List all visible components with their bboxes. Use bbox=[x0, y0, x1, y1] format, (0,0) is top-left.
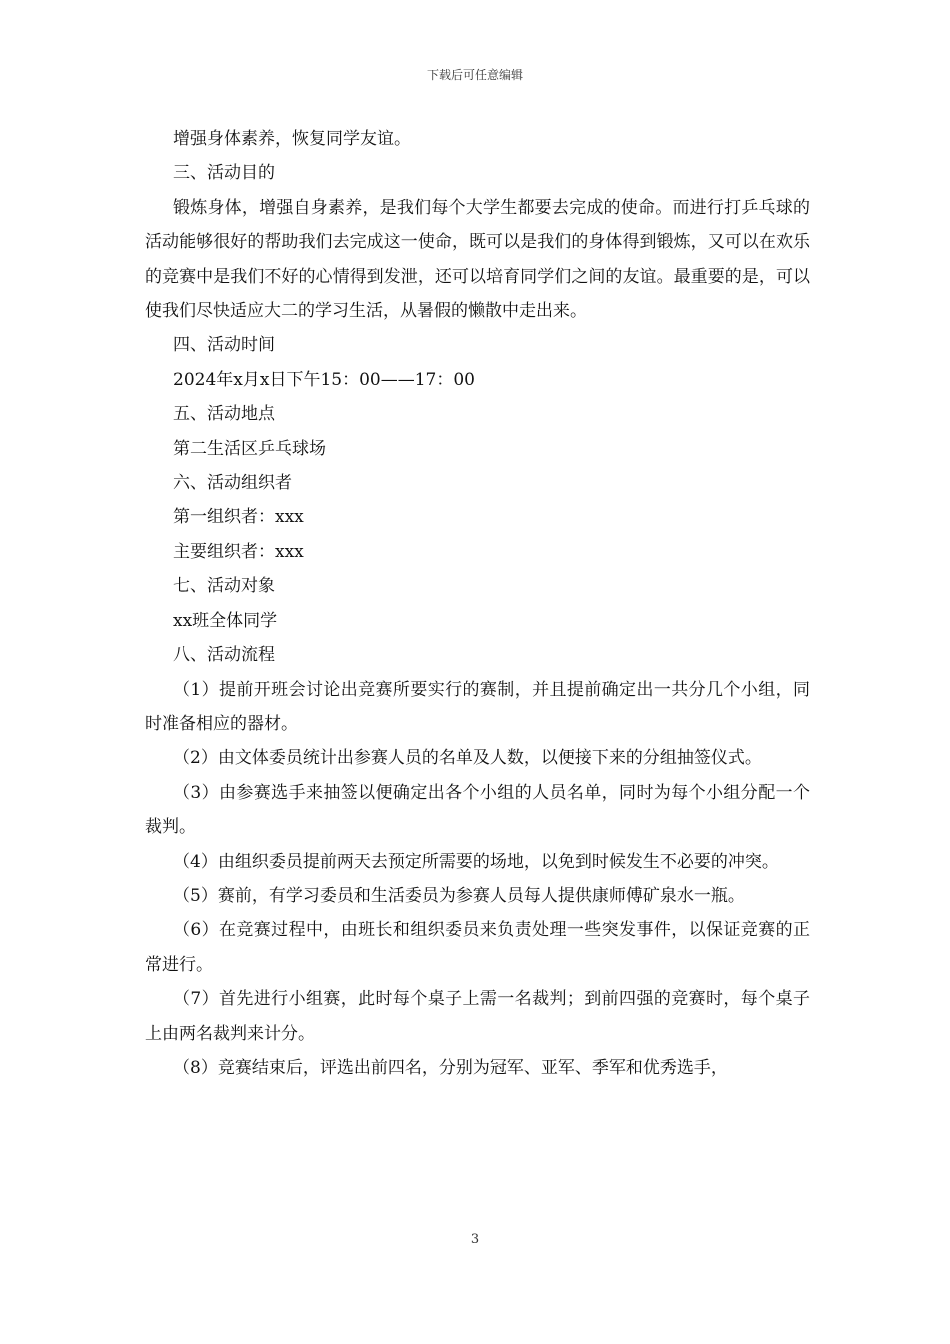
section-heading: 三、活动目的 bbox=[173, 163, 275, 184]
section-heading: 四、活动时间 bbox=[173, 335, 275, 356]
list-item: （8）竞赛结束后，评选出前四名，分别为冠军、亚军、季军和优秀选手， bbox=[173, 1057, 728, 1078]
paragraph: xx班全体同学 bbox=[173, 610, 278, 631]
section-heading: 八、活动流程 bbox=[173, 645, 275, 666]
list-item: （4）由组织委员提前两天去预定所需要的场地，以免到时候发生不必要的冲突。 bbox=[173, 851, 779, 872]
paragraph: 2024年x月x日下午15：00——17：00 bbox=[173, 369, 475, 390]
header-note: 下载后可任意编辑 bbox=[426, 68, 523, 82]
paragraph: 第一组织者：xxx bbox=[173, 507, 304, 528]
list-item: （2）由文体委员统计出参赛人员的名单及人数，以便接下来的分组抽签仪式。 bbox=[173, 748, 762, 769]
list-item: （3）由参赛选手来抽签以便确定出各个小组的人员名单，同时为每个小组分配一个裁判。 bbox=[145, 782, 810, 838]
section-heading: 六、活动组织者 bbox=[173, 473, 292, 494]
paragraph: 第二生活区乒乓球场 bbox=[173, 438, 326, 459]
document-body bbox=[145, 122, 810, 1085]
list-item: （7）首先进行小组赛，此时每个桌子上需一名裁判；到前四强的竞赛时，每个桌子上由两名裁判来计分。 bbox=[145, 989, 810, 1044]
paragraph: 锻炼身体，增强自身素养，是我们每个大学生都要去完成的使命。而进行打乒乓球的活动能够很好的帮助我们去完成这一使命，既可以是我们的身体得到锻炼，又可以在欢乐的竞赛中是我们不好的心情得到发泄，还可以培育同学们之间的友谊。最重要的是，可以使我们尽快适应大二的学习生活，从暑假的懒散中走出来。 bbox=[145, 197, 810, 322]
list-item: （5）赛前，有学习委员和生活委员为参赛人员每人提供康师傅矿泉水一瓶。 bbox=[173, 885, 745, 906]
paragraph: 主要组织者：xxx bbox=[173, 541, 304, 562]
page-number: 3 bbox=[470, 1232, 480, 1247]
paragraph: 增强身体素养，恢复同学友谊。 bbox=[173, 129, 411, 149]
section-heading: 五、活动地点 bbox=[173, 404, 275, 425]
list-item: （1）提前开班会讨论出竞赛所要实行的赛制，并且提前确定出一共分几个小组，同时准备相应的器材。 bbox=[145, 679, 810, 734]
list-item: （6）在竞赛过程中，由班长和组织委员来负责处理一些突发事件，以保证竞赛的正常进行。 bbox=[145, 920, 810, 975]
section-heading: 七、活动对象 bbox=[173, 576, 275, 597]
